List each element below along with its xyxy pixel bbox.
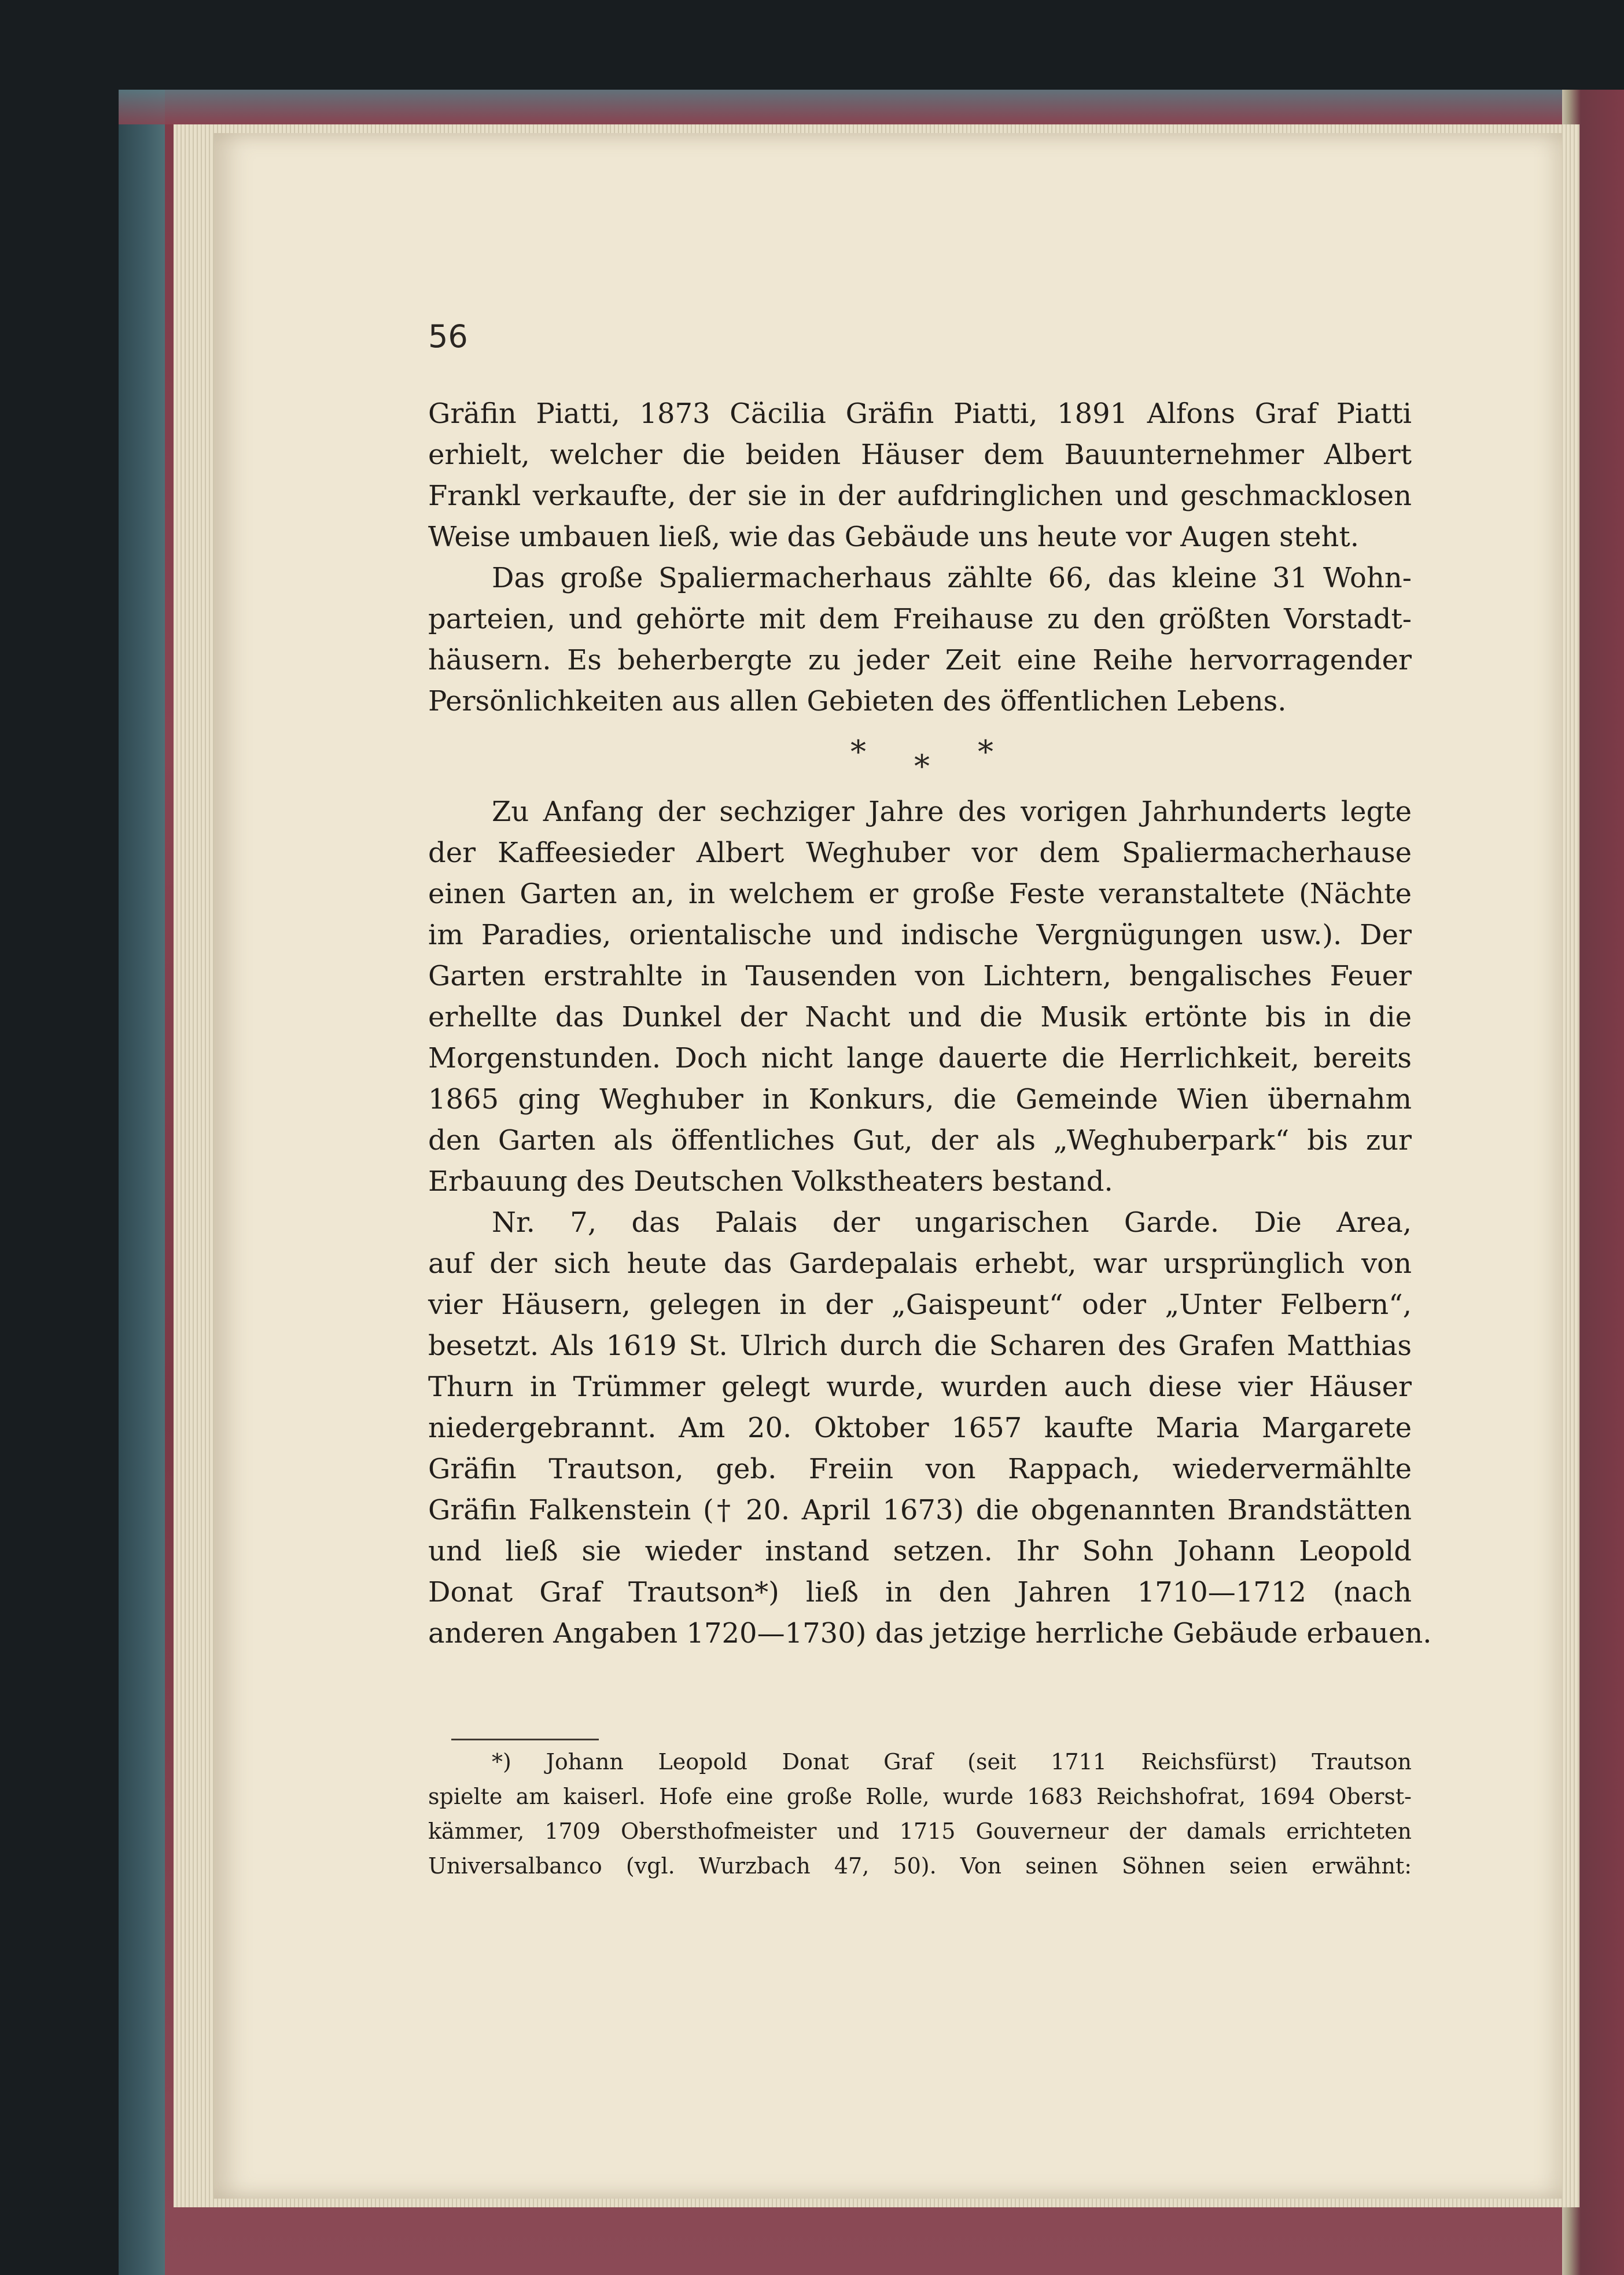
cover-top-edge [119,90,1624,124]
footnote-line: kämmer, 1709 Obersthofmeister und 1715 Gouverneur der damals errichteten [428,1818,1412,1844]
text-line: den Garten als öffentliches Gut, der als „Weghuberpark“ bis zur [428,1124,1412,1157]
divider-star: * [978,734,993,770]
text-line: Nr. 7, das Palais der ungarischen Garde. Die Area, [492,1206,1412,1239]
text-line: einen Garten an, in welchem er große Feste veranstaltete (Nächte [428,878,1412,910]
cover-spine-edge [119,90,165,2275]
text-line: Frankl verkaufte, der sie in der aufdringlichen und geschmacklosen [428,480,1412,512]
text-line: Gräfin Piatti, 1873 Cäcilia Gräfin Piatti, 1891 Alfons Graf Piatti [428,397,1412,430]
text-line: Persönlichkeiten aus allen Gebieten des öffentlichen Lebens. [428,685,1287,717]
text-line: der Kaffeesieder Albert Weghuber vor dem Spaliermacherhause [428,837,1412,869]
footnote-line: Universalbanco (vgl. Wurzbach 47, 50). Von seinen Söhnen seien erwähnt: [428,1853,1412,1879]
footnote-rule [451,1739,599,1740]
text-line: Gräfin Falkenstein († 20. April 1673) die obgenannten Brandstätten [428,1494,1412,1526]
section-divider [428,722,1412,792]
text-line: Thurn in Trümmer gelegt wurde, wurden auch diese vier Häuser [428,1371,1412,1403]
text-line: niedergebrannt. Am 20. Oktober 1657 kaufte Maria Margarete [428,1412,1412,1444]
page-number: 56 [428,318,468,355]
text-line: und ließ sie wieder instand setzen. Ihr Sohn Johann Leopold [428,1535,1412,1567]
text-line: besetzt. Als 1619 St. Ulrich durch die Scharen des Grafen Matthias [428,1330,1412,1362]
text-line: Zu Anfang der sechziger Jahre des vorigen Jahrhunderts legte [492,796,1412,828]
text-line: häusern. Es beherbergte zu jeder Zeit eine Reihe hervorragender [428,644,1412,676]
text-line: parteien, und gehörte mit dem Freihause zu den größten Vorstadt- [428,603,1412,635]
footnote-line: spielte am kaiserl. Hofe eine große Rolle, wurde 1683 Reichshofrat, 1694 Oberst- [428,1784,1412,1809]
text-line: anderen Angaben 1720—1730) das jetzige herrliche Gebäude erbauen. [428,1617,1432,1650]
text-line: Erbauung des Deutschen Volkstheaters bestand. [428,1165,1113,1198]
text-line: im Paradies, orientalische und indische Vergnügungen usw.). Der [428,919,1412,951]
divider-star: * [850,734,866,770]
text-line: Weise umbauen ließ, wie das Gebäude uns heute vor Augen steht. [428,521,1359,553]
text-line: vier Häusern, gelegen in der „Gaispeunt“ oder „Unter Felbern“, [428,1289,1412,1321]
text-line: auf der sich heute das Gardepalais erhebt, war ursprünglich von [428,1247,1412,1280]
text-line: erhielt, welcher die beiden Häuser dem Bauunternehmer Albert [428,439,1412,471]
text-line: Gräfin Trautson, geb. Freiin von Rappach, wiedervermählte [428,1453,1412,1485]
footnote-line: *) Johann Leopold Donat Graf (seit 1711 Reichsfürst) Trautson [492,1749,1412,1775]
text-line: Das große Spaliermacherhaus zählte 66, das kleine 31 Wohn- [492,562,1412,594]
divider-star: * [914,748,930,785]
footnote [428,1744,1412,1883]
text-line: erhellte das Dunkel der Nacht und die Musik ertönte bis in die [428,1001,1412,1033]
main-text [428,393,1432,1654]
text-line: Garten erstrahlte in Tausenden von Lichtern, bengalisches Feuer [428,960,1412,992]
text-line: 1865 ging Weghuber in Konkurs, die Gemeinde Wien übernahm [428,1083,1412,1116]
text-line: Donat Graf Trautson*) ließ in den Jahren 1710—1712 (nach [428,1576,1412,1608]
text-line: Morgenstunden. Doch nicht lange dauerte die Herrlichkeit, bereits [428,1042,1412,1074]
